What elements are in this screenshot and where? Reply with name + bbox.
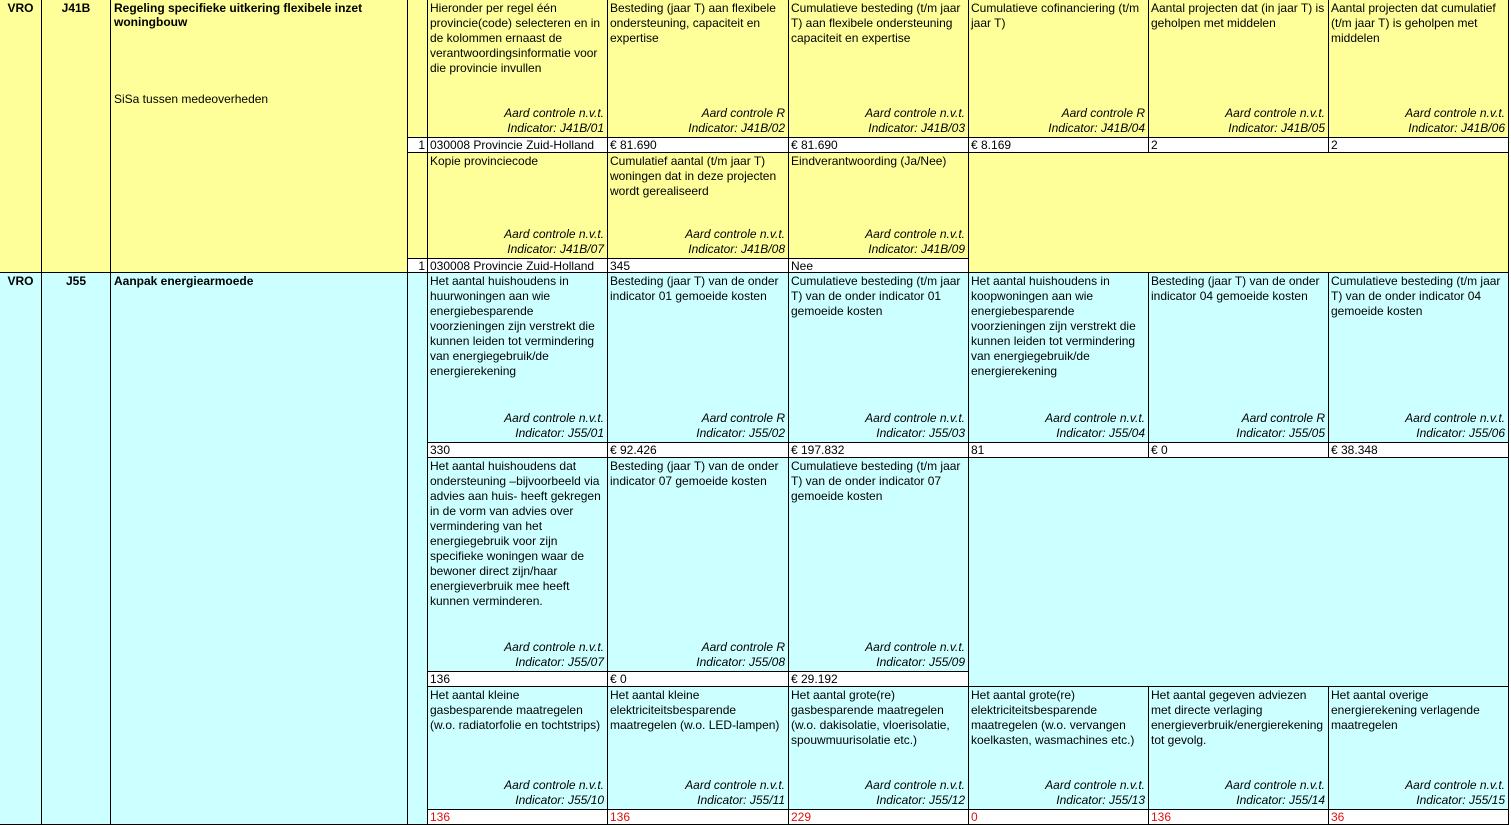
- row-number[interactable]: 1: [408, 138, 428, 153]
- indicator-header-j41b-05: [1149, 0, 1329, 138]
- indicator-header-j41b-06: [1329, 0, 1509, 138]
- control-type: Aard controle R: [701, 411, 785, 425]
- row-number[interactable]: 1: [408, 259, 428, 273]
- indicator-header-j55-08: [608, 458, 789, 672]
- value-cell-j55-11[interactable]: 136: [608, 810, 789, 825]
- indicator-header-j41b-08: [608, 153, 789, 259]
- control-type: Aard controle n.v.t.: [504, 640, 604, 654]
- value-cell-j55-13[interactable]: 0: [969, 810, 1149, 825]
- indicator-code: Indicator: J55/04: [1056, 426, 1145, 440]
- indicator-code: Indicator: J41B/03: [868, 121, 965, 135]
- regulation-title: Aanpak energiearmoede: [114, 274, 254, 288]
- indicator-code: Indicator: J55/12: [876, 793, 965, 807]
- code-cell[interactable]: J55: [42, 273, 111, 825]
- indicator-code: Indicator: J55/05: [1236, 426, 1325, 440]
- control-type: Aard controle n.v.t.: [865, 411, 965, 425]
- indicator-header-j55-07: [428, 458, 608, 672]
- indicator-description: Cumulatieve besteding (t/m jaar T) aan flexibele ondersteuning capaciteit en expertise: [791, 1, 961, 45]
- control-type: Aard controle n.v.t.: [504, 227, 604, 241]
- indicator-header-j55-01: [428, 273, 608, 443]
- indicator-code: Indicator: J55/14: [1236, 793, 1325, 807]
- indicator-description: Het aantal overige energierekening verlagende maatregelen: [1331, 688, 1480, 732]
- code-cell[interactable]: J41B: [42, 0, 111, 273]
- value-cell-j55-09[interactable]: € 29.192: [789, 672, 969, 687]
- regulation-title-cell[interactable]: [111, 273, 408, 825]
- indicator-code: Indicator: J41B/01: [507, 121, 604, 135]
- value-cell-j55-06[interactable]: € 38.348: [1329, 443, 1509, 458]
- indicator-code: Indicator: J55/08: [696, 655, 785, 669]
- control-type: Aard controle n.v.t.: [865, 106, 965, 120]
- empty-area: [969, 153, 1509, 273]
- indicator-header-j55-14: [1149, 687, 1329, 810]
- control-type: Aard controle R: [701, 106, 785, 120]
- indicator-code: Indicator: J41B/06: [1408, 121, 1505, 135]
- indicator-header-j41b-04: [969, 0, 1149, 138]
- value-cell-j55-04[interactable]: 81: [969, 443, 1149, 458]
- value-cell-j55-05[interactable]: € 0: [1149, 443, 1329, 458]
- control-type: Aard controle n.v.t.: [1225, 778, 1325, 792]
- control-type: Aard controle n.v.t.: [865, 778, 965, 792]
- indicator-header-j55-06: [1329, 273, 1509, 443]
- value-cell-j41b-06[interactable]: 2: [1329, 138, 1509, 153]
- value-cell-j41b-05[interactable]: 2: [1149, 138, 1329, 153]
- regulation-title: Regeling specifieke uitkering flexibele inzet woningbouw: [114, 1, 363, 29]
- indicator-header-j41b-01: [428, 0, 608, 138]
- indicator-description: Het aantal kleine elektriciteitsbesparende maatregelen (w.o. LED-lampen): [610, 688, 780, 732]
- indicator-description: Besteding (jaar T) aan flexibele ondersteuning, capaciteit en expertise: [610, 1, 776, 45]
- control-type: Aard controle R: [1061, 106, 1145, 120]
- value-cell-j41b-04[interactable]: € 8.169: [969, 138, 1149, 153]
- indicator-header-j41b-09: [789, 153, 969, 259]
- indicator-code: Indicator: J41B/07: [507, 242, 604, 256]
- row-number-spacer: [408, 153, 428, 259]
- indicator-description: Cumulatieve cofinanciering (t/m jaar T): [971, 1, 1140, 30]
- value-cell-j55-14[interactable]: 136: [1149, 810, 1329, 825]
- indicator-code: Indicator: J55/15: [1416, 793, 1505, 807]
- indicator-header-j55-02: [608, 273, 789, 443]
- indicator-header-j55-05: [1149, 273, 1329, 443]
- indicator-code: Indicator: J41B/09: [868, 242, 965, 256]
- indicator-description: Aantal projecten dat (in jaar T) is geholpen met middelen: [1151, 1, 1325, 30]
- control-type: Aard controle n.v.t.: [685, 778, 785, 792]
- indicator-description: Besteding (jaar T) van de onder indicator 07 gemoeide kosten: [610, 459, 779, 488]
- indicator-code: Indicator: J41B/04: [1048, 121, 1145, 135]
- indicator-header-j41b-07: [428, 153, 608, 259]
- control-type: Aard controle R: [701, 640, 785, 654]
- indicator-description: Besteding (jaar T) van de onder indicator 04 gemoeide kosten: [1151, 274, 1320, 303]
- indicator-header-j55-13: [969, 687, 1149, 810]
- value-cell-j55-03[interactable]: € 197.832: [789, 443, 969, 458]
- indicator-description: Cumulatief aantal (t/m jaar T) woningen dat in deze projecten wordt gerealiseerd: [610, 154, 777, 198]
- control-type: Aard controle n.v.t.: [504, 778, 604, 792]
- control-type: Aard controle n.v.t.: [1405, 778, 1505, 792]
- indicator-description: Het aantal huishoudens in huurwoningen aan wie energiebesparende voorzieningen zijn verstrekt die kunnen leiden tot vermindering van energiegebruik/de energierekening: [430, 274, 595, 378]
- indicator-code: Indicator: J55/06: [1416, 426, 1505, 440]
- indicator-header-j55-11: [608, 687, 789, 810]
- value-cell-j55-07[interactable]: 136: [428, 672, 608, 687]
- value-cell-j41b-08[interactable]: 345: [608, 259, 789, 273]
- indicator-description: Het aantal grote(re) elektriciteitsbesparende maatregelen (w.o. vervangen koelkasten, wasmachines etc.): [971, 688, 1135, 747]
- value-cell-j41b-09[interactable]: Nee: [789, 259, 969, 273]
- indicator-description: Cumulatieve besteding (t/m jaar T) van de onder indicator 04 gemoeide kosten: [1331, 274, 1501, 318]
- indicator-description: Het aantal kleine gasbesparende maatregelen (w.o. radiatorfolie en tochtstrips): [430, 688, 601, 732]
- indicator-description: Cumulatieve besteding (t/m jaar T) van de onder indicator 07 gemoeide kosten: [791, 459, 961, 503]
- indicator-header-j55-10: [428, 687, 608, 810]
- value-cell-j55-12[interactable]: 229: [789, 810, 969, 825]
- value-cell-j41b-02[interactable]: € 81.690: [608, 138, 789, 153]
- indicator-code: Indicator: J55/03: [876, 426, 965, 440]
- indicator-description: Kopie provinciecode: [430, 154, 539, 168]
- control-type: Aard controle n.v.t.: [1045, 411, 1145, 425]
- indicator-header-j55-09: [789, 458, 969, 672]
- indicator-code: Indicator: J55/13: [1056, 793, 1145, 807]
- indicator-code: Indicator: J41B/05: [1228, 121, 1325, 135]
- indicator-header-j55-04: [969, 273, 1149, 443]
- value-cell-j41b-07[interactable]: 030008 Provincie Zuid-Holland: [428, 259, 608, 273]
- indicator-description: Het aantal huishoudens dat ondersteuning –bijvoorbeeld via advies aan huis- heeft gekregen in de vorm van advies over vermindering van het energiegebruik voor zijn specifieke woningen waar de bewoner direct zijn/haar energieverbruik mee heeft kunnen verminderen.: [430, 459, 601, 608]
- control-type: Aard controle n.v.t.: [1405, 106, 1505, 120]
- value-cell-j55-15[interactable]: 36: [1329, 810, 1509, 825]
- indicator-description: Het aantal gegeven adviezen met directe verlaging energieverbruik/energierekening tot gevolg.: [1151, 688, 1324, 747]
- control-type: Aard controle n.v.t.: [865, 227, 965, 241]
- value-cell-j55-02[interactable]: € 92.426: [608, 443, 789, 458]
- indicator-code: Indicator: J55/10: [515, 793, 604, 807]
- indicator-header-j41b-03: [789, 0, 969, 138]
- control-type: Aard controle n.v.t.: [685, 227, 785, 241]
- indicator-description: Eindverantwoording (Ja/Nee): [791, 154, 947, 168]
- indicator-code: Indicator: J55/11: [697, 793, 785, 807]
- row-number-spacer: [408, 0, 428, 138]
- value-cell-j41b-03[interactable]: € 81.690: [789, 138, 969, 153]
- control-type: Aard controle n.v.t.: [865, 640, 965, 654]
- row-number-spacer: [408, 273, 428, 825]
- regulation-title-cell[interactable]: [111, 0, 408, 273]
- ministry-cell[interactable]: VRO: [0, 273, 42, 825]
- indicator-code: Indicator: J41B/08: [688, 242, 785, 256]
- indicator-code: Indicator: J41B/02: [688, 121, 785, 135]
- control-type: Aard controle n.v.t.: [1225, 106, 1325, 120]
- value-cell-j55-10[interactable]: 136: [428, 810, 608, 825]
- value-cell-j41b-01[interactable]: 030008 Provincie Zuid-Holland: [428, 138, 608, 153]
- control-type: Aard controle n.v.t.: [1045, 778, 1145, 792]
- value-cell-j55-08[interactable]: € 0: [608, 672, 789, 687]
- indicator-header-j41b-02: [608, 0, 789, 138]
- indicator-description: Hieronder per regel één provincie(code) selecteren en in de kolommen ernaast de verantwoordingsinformatie voor die provincie invullen: [430, 1, 601, 75]
- control-type: Aard controle n.v.t.: [504, 411, 604, 425]
- indicator-code: Indicator: J55/01: [515, 426, 604, 440]
- indicator-description: Aantal projecten dat cumulatief (t/m jaar T) is geholpen met middelen: [1331, 1, 1496, 45]
- empty-area: [969, 458, 1509, 687]
- indicator-description: Het aantal huishoudens in koopwoningen aan wie energiebesparende voorzieningen zijn verstrekt die kunnen leiden tot vermindering van energiegebruik/de energierekening: [971, 274, 1136, 378]
- indicator-header-j55-15: [1329, 687, 1509, 810]
- indicator-code: Indicator: J55/07: [515, 655, 604, 669]
- indicator-code: Indicator: J55/09: [876, 655, 965, 669]
- indicator-description: Besteding (jaar T) van de onder indicator 01 gemoeide kosten: [610, 274, 779, 303]
- indicator-header-j55-12: [789, 687, 969, 810]
- indicator-description: Het aantal grote(re) gasbesparende maatregelen (w.o. dakisolatie, vloerisolatie, spouwmuurisolatie etc.): [791, 688, 950, 747]
- control-type: Aard controle R: [1241, 411, 1325, 425]
- indicator-description: Cumulatieve besteding (t/m jaar T) van de onder indicator 01 gemoeide kosten: [791, 274, 961, 318]
- sisa-label: SiSa tussen medeoverheden: [114, 92, 269, 106]
- indicator-header-j55-03: [789, 273, 969, 443]
- control-type: Aard controle n.v.t.: [1405, 411, 1505, 425]
- value-cell-j55-01[interactable]: 330: [428, 443, 608, 458]
- indicator-code: Indicator: J55/02: [696, 426, 785, 440]
- ministry-cell[interactable]: VRO: [0, 0, 42, 273]
- control-type: Aard controle n.v.t.: [504, 106, 604, 120]
